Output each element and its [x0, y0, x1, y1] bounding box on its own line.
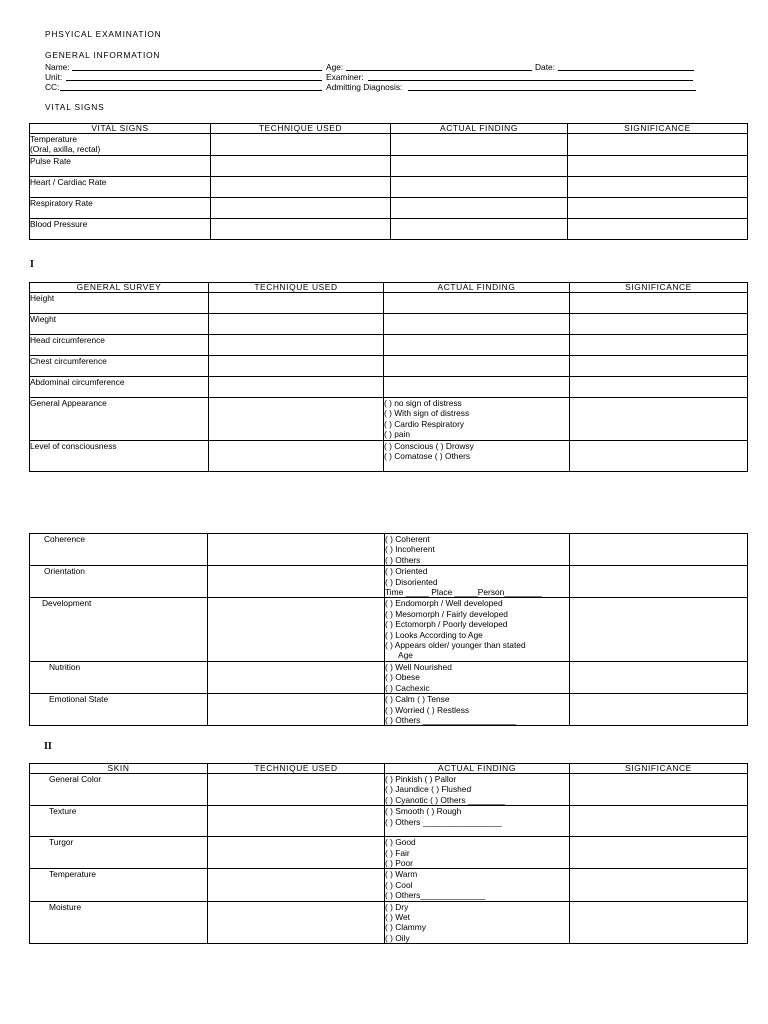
column-header: SKIN [30, 764, 208, 774]
checkbox-option[interactable]: ( ) Obese [385, 672, 420, 683]
technique-cell[interactable] [209, 440, 384, 471]
page-title: PHSYICAL EXAMINATION [45, 29, 162, 39]
finding-cell[interactable] [391, 155, 568, 176]
cc-label: CC: [45, 82, 60, 92]
column-header: VITAL SIGNS [30, 124, 211, 134]
column-header: GENERAL SURVEY [30, 283, 209, 293]
significance-cell[interactable] [570, 806, 748, 837]
table-row [30, 566, 748, 598]
finding-options [385, 774, 570, 806]
table-row [30, 356, 748, 377]
significance-cell[interactable] [570, 694, 748, 726]
column-header: SIGNIFICANCE [568, 124, 748, 134]
finding-cell[interactable] [384, 314, 570, 335]
significance-cell[interactable] [570, 293, 748, 314]
checkbox-option[interactable]: ( ) With sign of distress [384, 408, 470, 419]
checkbox-option[interactable]: ( ) Pinkish ( ) Pallor [385, 774, 457, 784]
admitting-diagnosis-label: Admitting Diagnosis: [326, 82, 403, 92]
technique-cell[interactable] [208, 534, 385, 566]
technique-cell[interactable] [208, 598, 385, 661]
technique-cell[interactable] [208, 806, 385, 837]
row-label: Respiratory Rate [30, 197, 211, 218]
technique-cell[interactable] [208, 661, 385, 693]
checkbox-option[interactable]: ( ) Others _________________ [385, 816, 502, 827]
finding-options [385, 566, 570, 598]
table-header-row [30, 124, 748, 134]
finding-options [385, 806, 570, 837]
date-field[interactable] [558, 62, 694, 71]
technique-cell[interactable] [211, 218, 391, 239]
technique-cell[interactable] [208, 774, 385, 806]
table-row [30, 534, 748, 566]
row-label: Height [30, 293, 209, 314]
finding-options [385, 869, 570, 901]
finding-cell[interactable] [391, 197, 568, 218]
column-header: TECHNIQUE USED [208, 764, 385, 774]
row-label: General Appearance [30, 398, 209, 441]
row-label: Wieght [30, 314, 209, 335]
cc-field[interactable] [60, 82, 322, 91]
finding-cell[interactable] [384, 356, 570, 377]
checkbox-option[interactable]: ( ) Disoriented [385, 576, 438, 587]
row-label: Moisture [30, 901, 208, 944]
significance-cell[interactable] [570, 661, 748, 693]
column-header: TECHNIQUE USED [211, 124, 391, 134]
row-label: Head circumference [30, 335, 209, 356]
row-label: Temperature [30, 869, 208, 901]
significance-cell[interactable] [570, 440, 748, 471]
finding-options [385, 661, 570, 693]
finding-options [385, 534, 570, 566]
row-label: Orientation [30, 566, 208, 598]
finding-options [385, 598, 570, 661]
column-header: ACTUAL FINDING [384, 283, 570, 293]
table-row [30, 901, 748, 944]
checkbox-option[interactable]: ( ) Good [385, 837, 416, 848]
significance-cell[interactable] [568, 155, 748, 176]
orientation-fields[interactable]: Time _____ Place _____Person________ [385, 587, 542, 598]
technique-cell[interactable] [209, 314, 384, 335]
checkbox-option[interactable]: ( ) Well Nourished [385, 661, 452, 672]
row-label: General Color [30, 774, 208, 806]
row-label: Coherence [30, 534, 208, 566]
general-info-heading: GENERAL INFORMATION [45, 50, 161, 60]
checkbox-option[interactable]: ( ) Coherent [385, 534, 430, 544]
row-label: Heart / Cardiac Rate [30, 176, 211, 197]
technique-cell[interactable] [208, 869, 385, 901]
table-header-row [30, 283, 748, 293]
table-row [30, 134, 748, 156]
row-label: Texture [30, 806, 208, 837]
general-survey-table [29, 282, 748, 472]
table-row [30, 155, 748, 176]
checkbox-option[interactable]: ( ) Cachexic [385, 682, 430, 693]
finding-options [385, 694, 570, 726]
technique-cell[interactable] [209, 377, 384, 398]
unit-field[interactable] [66, 72, 322, 81]
table-row [30, 598, 748, 661]
finding-cell[interactable] [391, 218, 568, 239]
row-label [30, 134, 211, 156]
checkbox-option[interactable]: ( ) Fair [385, 847, 410, 858]
finding-cell[interactable] [391, 176, 568, 197]
date-label: Date: [535, 62, 556, 72]
significance-cell[interactable] [570, 598, 748, 661]
table-row [30, 197, 748, 218]
row-label-line: Temperature [30, 134, 78, 144]
checkbox-option[interactable]: ( ) Cardio Respiratory [384, 418, 465, 429]
row-label: Blood Pressure [30, 218, 211, 239]
row-label: Turgor [30, 837, 208, 869]
table-row [30, 806, 748, 837]
checkbox-option[interactable]: ( ) Others______________ [385, 890, 486, 901]
row-label-line: (Oral, axilla, rectal) [30, 144, 101, 155]
checkbox-option[interactable]: ( ) Comatose ( ) Others [384, 451, 471, 462]
checkbox-option[interactable]: ( ) Others [385, 554, 421, 565]
name-field[interactable] [72, 62, 322, 71]
technique-cell[interactable] [208, 901, 385, 944]
checkbox-option[interactable]: ( ) Conscious ( ) Drowsy [384, 440, 474, 451]
table-row [30, 869, 748, 901]
column-header: SIGNIFICANCE [570, 283, 748, 293]
row-label: Pulse Rate [30, 155, 211, 176]
section-number-i: I [30, 259, 34, 270]
checkbox-option[interactable]: ( ) Cyanotic ( ) Others ________ [385, 794, 506, 805]
significance-cell[interactable] [568, 176, 748, 197]
checkbox-option[interactable]: ( ) Poor [385, 858, 413, 869]
finding-cell[interactable] [384, 377, 570, 398]
checkbox-option[interactable]: ( ) Oily [385, 932, 410, 943]
finding-options [385, 837, 570, 869]
table-row [30, 398, 748, 441]
table-row [30, 837, 748, 869]
technique-cell[interactable] [208, 694, 385, 726]
checkbox-option[interactable]: ( ) Others ____________________ [385, 714, 516, 725]
technique-cell[interactable] [208, 566, 385, 598]
age-label: Age: [326, 62, 344, 72]
finding-options [384, 398, 570, 441]
technique-cell[interactable] [209, 398, 384, 441]
significance-cell[interactable] [570, 398, 748, 441]
table-row [30, 694, 748, 726]
table-row [30, 661, 748, 693]
significance-cell[interactable] [568, 218, 748, 239]
technique-cell[interactable] [209, 335, 384, 356]
significance-cell[interactable] [568, 197, 748, 218]
section-number-ii: II [44, 741, 52, 752]
column-header: SIGNIFICANCE [570, 764, 748, 774]
checkbox-option[interactable]: ( ) Incoherent [385, 544, 435, 555]
significance-cell[interactable] [570, 335, 748, 356]
checkbox-option[interactable]: ( ) no sign of distress [384, 398, 462, 408]
significance-cell[interactable] [570, 566, 748, 598]
row-label: Emotional State [30, 694, 208, 726]
table-row [30, 293, 748, 314]
option-continuation: Age [398, 650, 413, 661]
checkbox-option[interactable]: ( ) Cool [385, 879, 413, 890]
unit-label: Unit: [45, 72, 63, 82]
technique-cell[interactable] [211, 134, 391, 156]
significance-cell[interactable] [570, 837, 748, 869]
name-label: Name: [45, 62, 70, 72]
table-row [30, 218, 748, 239]
checkbox-option[interactable]: ( ) Calm ( ) Tense [385, 694, 450, 705]
table-row [30, 774, 748, 806]
examiner-field[interactable] [368, 72, 693, 81]
significance-cell[interactable] [570, 377, 748, 398]
table-header-row [30, 764, 748, 774]
technique-cell[interactable] [211, 176, 391, 197]
row-label: Chest circumference [30, 356, 209, 377]
significance-cell[interactable] [570, 901, 748, 944]
finding-cell[interactable] [391, 134, 568, 156]
checkbox-option[interactable]: ( ) Ectomorph / Poorly developed [385, 619, 508, 630]
column-header: ACTUAL FINDING [385, 764, 570, 774]
table-row [30, 314, 748, 335]
checkbox-option[interactable]: ( ) Appears older/ younger than stated [385, 640, 526, 651]
finding-options [385, 901, 570, 944]
significance-cell[interactable] [570, 356, 748, 377]
checkbox-option[interactable]: ( ) Looks According to Age [385, 629, 483, 640]
checkbox-option[interactable]: ( ) Wet [385, 912, 410, 923]
technique-cell[interactable] [211, 197, 391, 218]
row-label: Development [30, 598, 208, 661]
technique-cell[interactable] [209, 293, 384, 314]
checkbox-option[interactable]: ( ) Dry [385, 901, 409, 912]
significance-cell[interactable] [570, 774, 748, 806]
row-label: Level of consciousness [30, 440, 209, 471]
finding-options [384, 440, 570, 471]
table-row [30, 335, 748, 356]
checkbox-option[interactable]: ( ) Worried ( ) Restless [385, 704, 470, 715]
vital-signs-heading: VITAL SIGNS [45, 102, 105, 112]
mental-status-table [29, 533, 748, 726]
row-label: Nutrition [30, 661, 208, 693]
significance-cell[interactable] [570, 869, 748, 901]
row-label: Abdominal circumference [30, 377, 209, 398]
column-header: TECHNIQUE USED [209, 283, 384, 293]
table-row [30, 440, 748, 471]
table-row [30, 377, 748, 398]
skin-table [29, 763, 748, 944]
checkbox-option[interactable]: ( ) Smooth ( ) Rough [385, 806, 462, 817]
age-field[interactable] [346, 62, 532, 71]
table-row [30, 176, 748, 197]
finding-cell[interactable] [384, 335, 570, 356]
checkbox-option[interactable]: ( ) Oriented [385, 566, 428, 577]
checkbox-option[interactable]: ( ) pain [384, 429, 411, 440]
significance-cell[interactable] [570, 534, 748, 566]
admitting-diagnosis-field[interactable] [408, 82, 696, 91]
technique-cell[interactable] [211, 155, 391, 176]
significance-cell[interactable] [570, 314, 748, 335]
significance-cell[interactable] [568, 134, 748, 156]
checkbox-option[interactable]: ( ) Mesomorph / Fairly developed [385, 608, 508, 619]
vital-signs-table [29, 123, 748, 240]
checkbox-option[interactable]: ( ) Jaundice ( ) Flushed [385, 784, 472, 795]
finding-cell[interactable] [384, 293, 570, 314]
checkbox-option[interactable]: ( ) Endomorph / Well developed [385, 598, 503, 609]
column-header: ACTUAL FINDING [391, 124, 568, 134]
checkbox-option[interactable]: ( ) Warm [385, 869, 418, 880]
technique-cell[interactable] [208, 837, 385, 869]
examiner-label: Examiner: [326, 72, 364, 82]
technique-cell[interactable] [209, 356, 384, 377]
checkbox-option[interactable]: ( ) Clammy [385, 922, 426, 933]
